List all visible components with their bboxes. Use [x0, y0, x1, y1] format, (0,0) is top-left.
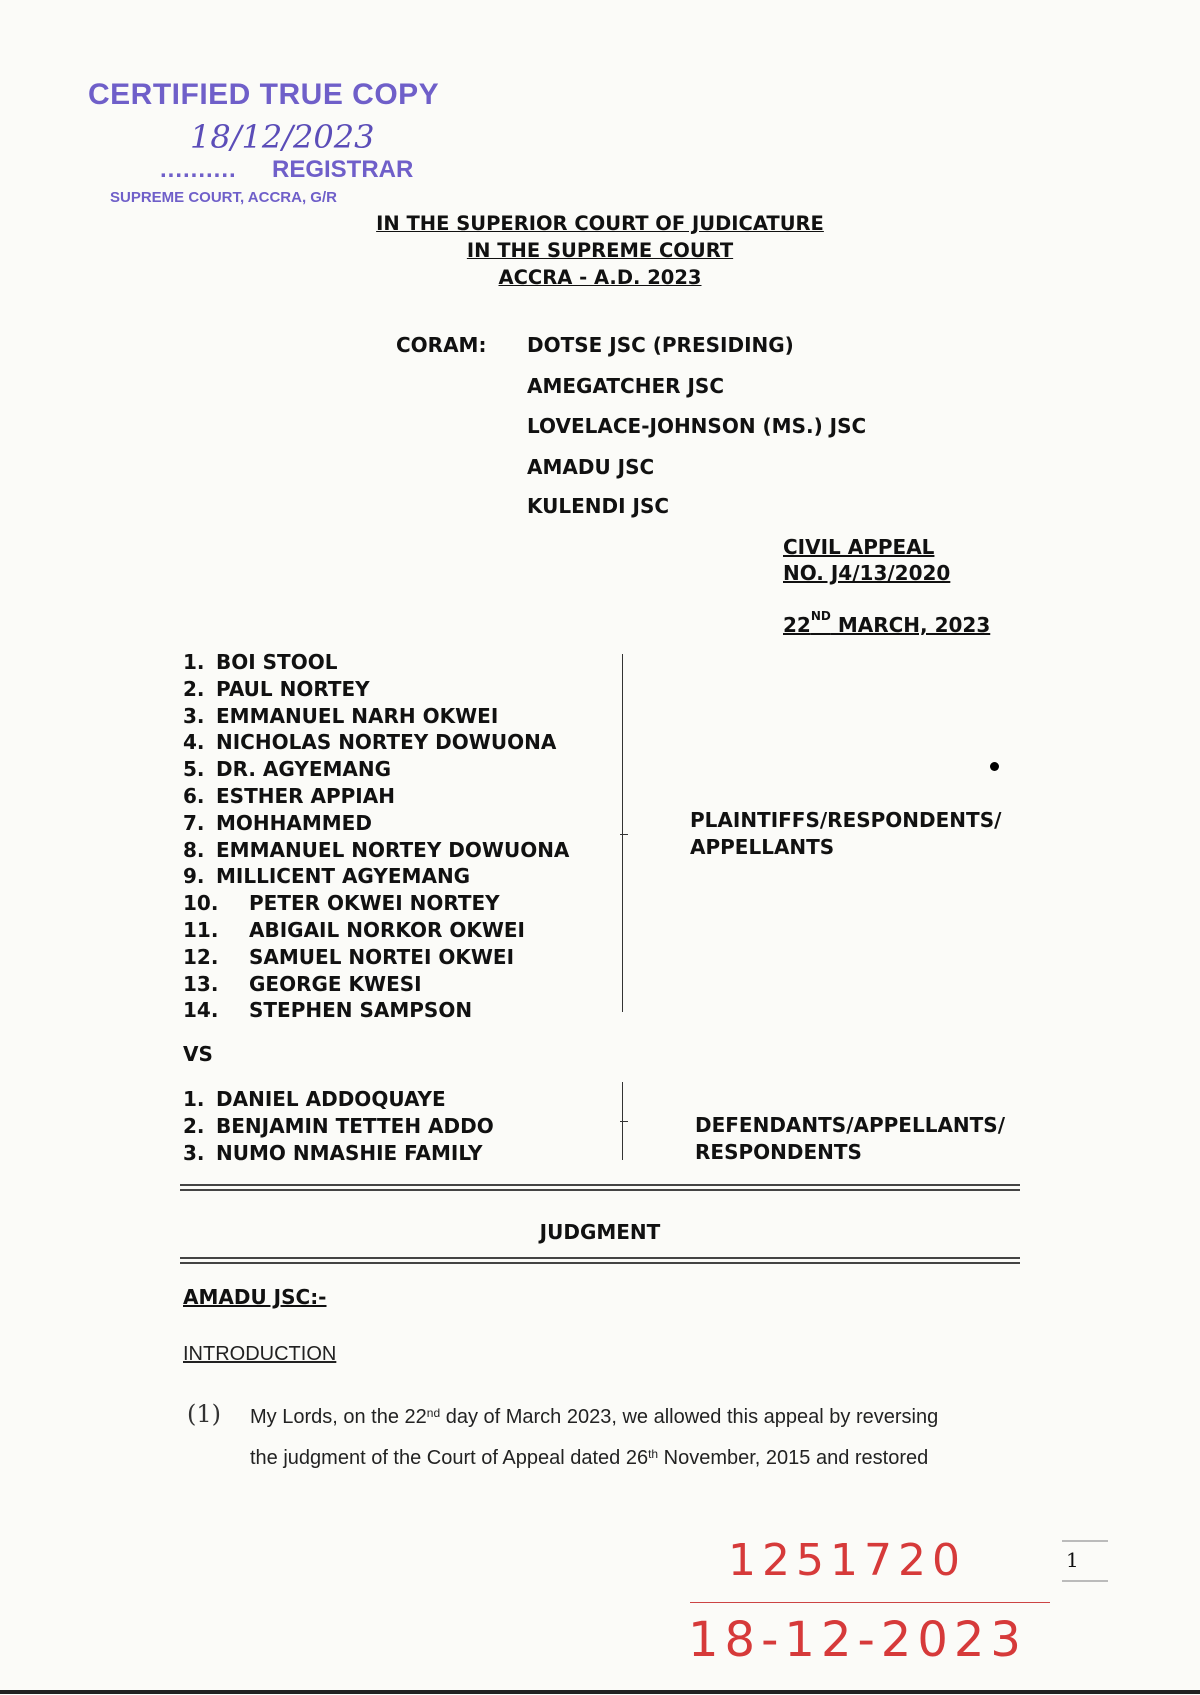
paragraph-line: My Lords, on the 22nd day of March 2023, we allowed this appeal by reversing: [250, 1406, 939, 1428]
handwritten-underline: [690, 1602, 1050, 1603]
judge-4: AMADU JSC: [527, 455, 655, 479]
plaintiffs-list: [183, 649, 569, 1024]
case-number: NO. J4/13/2020: [783, 561, 951, 585]
list-item: 1. DANIEL ADDOQUAYE: [183, 1087, 446, 1111]
list-item: 1. BOI STOOL: [183, 650, 338, 674]
registrar-signature: ..........: [160, 156, 237, 183]
court-heading-line2: IN THE SUPREME COURT: [466, 239, 734, 262]
ink-dot: [990, 762, 999, 771]
list-item: 12. SAMUEL NORTEI OKWEI: [183, 944, 515, 969]
list-item: 2. BENJAMIN TETTEH ADDO: [183, 1113, 494, 1138]
list-item: 2. PAUL NORTEY: [183, 676, 370, 701]
judge-3: LOVELACE-JOHNSON (MS.) JSC: [527, 414, 867, 438]
page-number-rule-bottom: [1062, 1580, 1108, 1582]
judge-1: DOTSE JSC (PRESIDING): [527, 333, 794, 357]
list-item: 4. NICHOLAS NORTEY DOWUONA: [183, 730, 557, 755]
list-item: 13. GEORGE KWESI: [183, 971, 422, 996]
plaintiffs-role-line2: APPELLANTS: [690, 835, 835, 859]
court-heading-line3: ACCRA - A.D. 2023: [498, 266, 702, 289]
list-item: 11. ABIGAIL NORKOR OKWEI: [183, 917, 525, 942]
list-item: 3. NUMO NMASHIE FAMILY: [183, 1140, 483, 1165]
page-number: 1: [1066, 1548, 1079, 1572]
defendants-role-line1: DEFENDANTS/APPELLANTS/: [695, 1113, 1006, 1137]
scan-edge: [0, 1690, 1200, 1694]
list-item: 7. MOHHAMMED: [183, 810, 372, 835]
list-item: 3. EMMANUEL NARH OKWEI: [183, 703, 499, 728]
court-heading-line1: IN THE SUPERIOR COURT OF JUDICATURE: [376, 212, 824, 235]
certified-stamp-title: CERTIFIED TRUE COPY: [88, 78, 440, 111]
list-item: 10. PETER OKWEI NORTEY: [183, 891, 500, 916]
certified-stamp-date: 18/12/2023: [190, 118, 375, 156]
judgment-title: JUDGMENT: [539, 1220, 661, 1244]
paragraph-text: [250, 1397, 1040, 1479]
divider-top: [180, 1184, 1020, 1191]
plaintiffs-bracket: [612, 654, 623, 1012]
handwritten-date: 18-12-2023: [688, 1612, 1027, 1668]
plaintiffs-role-line1: PLAINTIFFS/RESPONDENTS/: [690, 808, 1002, 832]
list-item: 14. STEPHEN SAMPSON: [183, 998, 473, 1023]
coram-label: CORAM:: [396, 333, 487, 357]
registrar-label: REGISTRAR: [272, 156, 414, 183]
page-number-rule-top: [1062, 1540, 1108, 1542]
paragraph-line: the judgment of the Court of Appeal dated 26th November, 2015 and restored: [250, 1447, 929, 1469]
bracket-tick: [620, 834, 628, 835]
list-item: 5. DR. AGYEMANG: [183, 757, 392, 782]
divider-bottom: [180, 1257, 1020, 1264]
list-item: 8. EMMANUEL NORTEY DOWUONA: [183, 837, 570, 862]
author-heading: AMADU JSC:-: [183, 1285, 327, 1309]
judge-2: AMEGATCHER JSC: [527, 374, 724, 398]
defendants-role-line2: RESPONDENTS: [695, 1140, 862, 1164]
bracket-tick: [620, 1121, 628, 1122]
case-date: 22ND MARCH, 2023: [783, 609, 991, 637]
section-title: INTRODUCTION: [183, 1343, 337, 1365]
versus-label: VS: [183, 1042, 213, 1066]
list-item: 6. ESTHER APPIAH: [183, 783, 395, 808]
handwritten-reference: 1251720: [728, 1535, 966, 1586]
stamp-court-name: SUPREME COURT, ACCRA, G/R: [110, 189, 337, 206]
list-item: 9. MILLICENT AGYEMANG: [183, 864, 471, 889]
case-type: CIVIL APPEAL: [783, 535, 935, 559]
defendants-list: [183, 1086, 494, 1166]
judge-5: KULENDI JSC: [527, 494, 670, 518]
paragraph-number: (1): [187, 1400, 221, 1428]
